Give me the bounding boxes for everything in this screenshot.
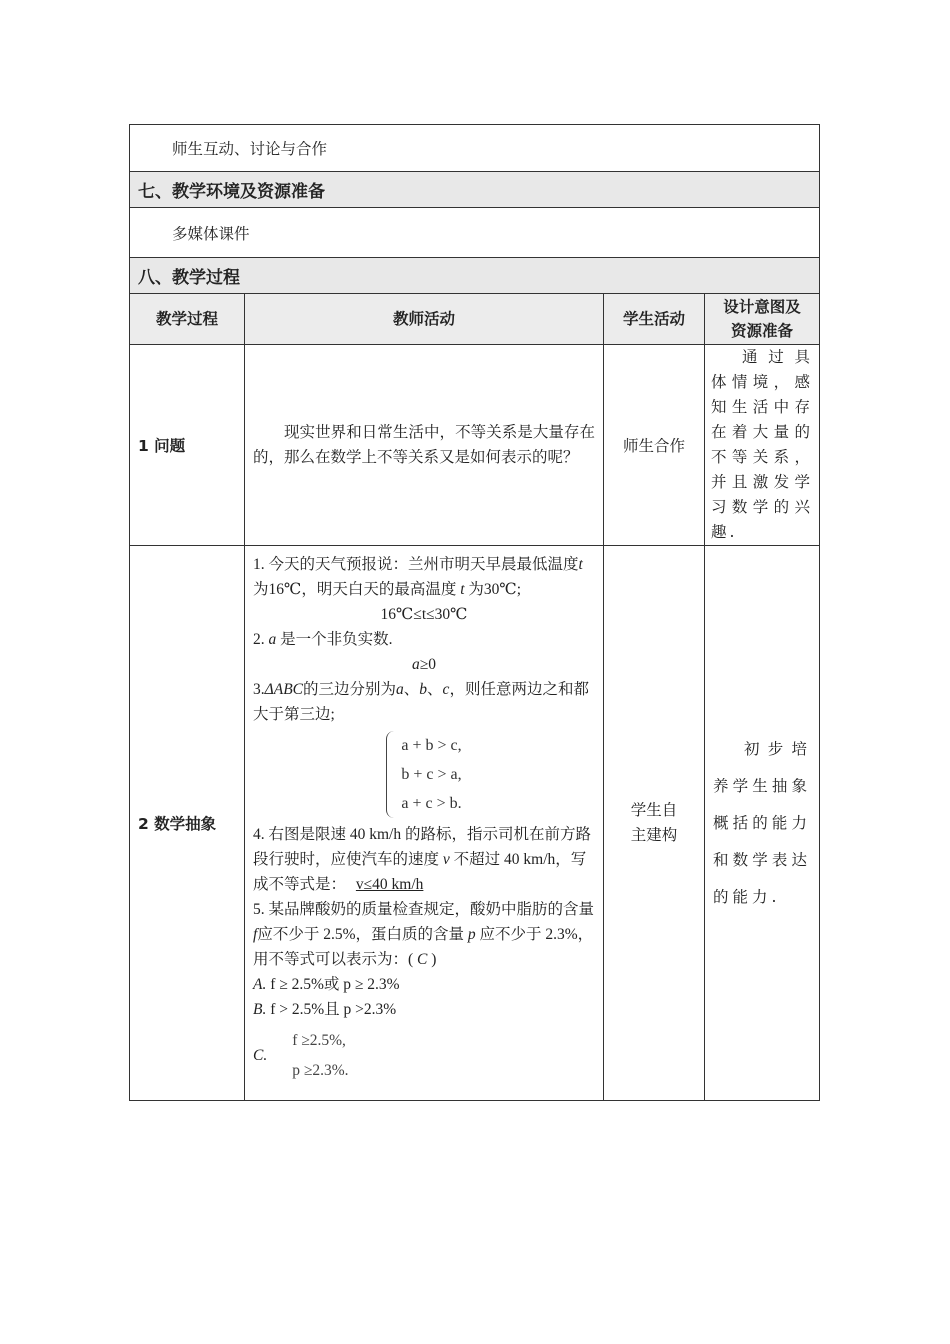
header-teacher: 教师活动 <box>245 294 604 345</box>
teacher-activity-1-text: 现实世界和日常生活中，不等关系是大量存在的，那么在数学上不等关系又是如何表示的呢？ <box>253 423 595 466</box>
resource-row <box>130 208 820 258</box>
table-row <box>130 345 820 546</box>
option-c: C. f ≥2.5%, p ≥2.3%. <box>253 1026 595 1086</box>
inequality-1: a + b > c, <box>401 737 462 754</box>
header-student: 学生活动 <box>604 294 705 345</box>
section7-heading: 七、教学环境及资源准备 <box>130 172 820 208</box>
table-row <box>130 546 820 1101</box>
item-3: 3.ΔABC的三边分别为a、b、c，则任意两边之和都大于第三边; <box>253 681 589 723</box>
section7-row <box>130 172 820 208</box>
item-5: 5. 某品牌酸奶的质量检查规定，酸奶中脂肪的含量f应不少于 2.5%，蛋白质的含量 p 应不少于 2.3%，用不等式可以表示为：( C ) <box>253 901 595 968</box>
item-4: 4. 右图是限速 40 km/h 的路标，指示司机在前方路段行驶时，应使汽车的速度 v 不超过 40 km/h，写成不等式是： v≤40 km/h <box>253 826 591 893</box>
design-intent-2: 初步培养学生抽象概括的能力和数学表达的能力. <box>705 546 820 1101</box>
method-text: 师生互动、讨论与合作 <box>130 125 820 172</box>
option-c-line-2: p ≥2.3%. <box>292 1062 349 1079</box>
section8-heading: 八、教学过程 <box>130 258 820 294</box>
item-2-formula: a≥0 <box>411 656 436 673</box>
option-c-line-1: f ≥2.5%, <box>292 1032 346 1049</box>
method-row <box>130 125 820 172</box>
resource-text: 多媒体课件 <box>130 208 820 258</box>
option-a: A. f ≥ 2.5%或 p ≥ 2.3% <box>253 976 400 993</box>
inequality-3: a + c > b. <box>401 795 462 812</box>
stage-1: 1 问题 <box>130 345 245 546</box>
header-intent: 设计意图及资源准备 <box>705 294 820 345</box>
student-activity-2: 学生自主建构 <box>604 546 705 1101</box>
teacher-activity-2 <box>245 546 604 1101</box>
teacher-activity-1 <box>245 345 604 546</box>
header-stage: 教学过程 <box>130 294 245 345</box>
lesson-plan-table <box>129 124 820 1101</box>
brace-left <box>386 731 397 818</box>
section8-row <box>130 258 820 294</box>
item-1: 1. 今天的天气预报说：兰州市明天早晨最低温度t 为16℃，明天白天的最高温度 t 为30℃; <box>253 556 583 598</box>
item-2: 2. a 是一个非负实数. <box>253 631 393 648</box>
lesson-plan-sheet <box>129 124 819 1101</box>
student-activity-1: 师生合作 <box>604 345 705 546</box>
inequality-2: b + c > a, <box>401 766 462 783</box>
triangle-inequality-system <box>253 731 595 818</box>
item-1-formula: 16℃≤t≤30℃ <box>380 606 468 623</box>
option-b: B. f > 2.5%且 p >2.3% <box>253 1001 397 1018</box>
design-intent-1: 通过具体情境，感知生活中存在着大量的不等关系，并且激发学习数学的兴趣. <box>705 345 820 546</box>
stage-2: 2 数学抽象 <box>130 546 245 1101</box>
table-header-row <box>130 294 820 345</box>
